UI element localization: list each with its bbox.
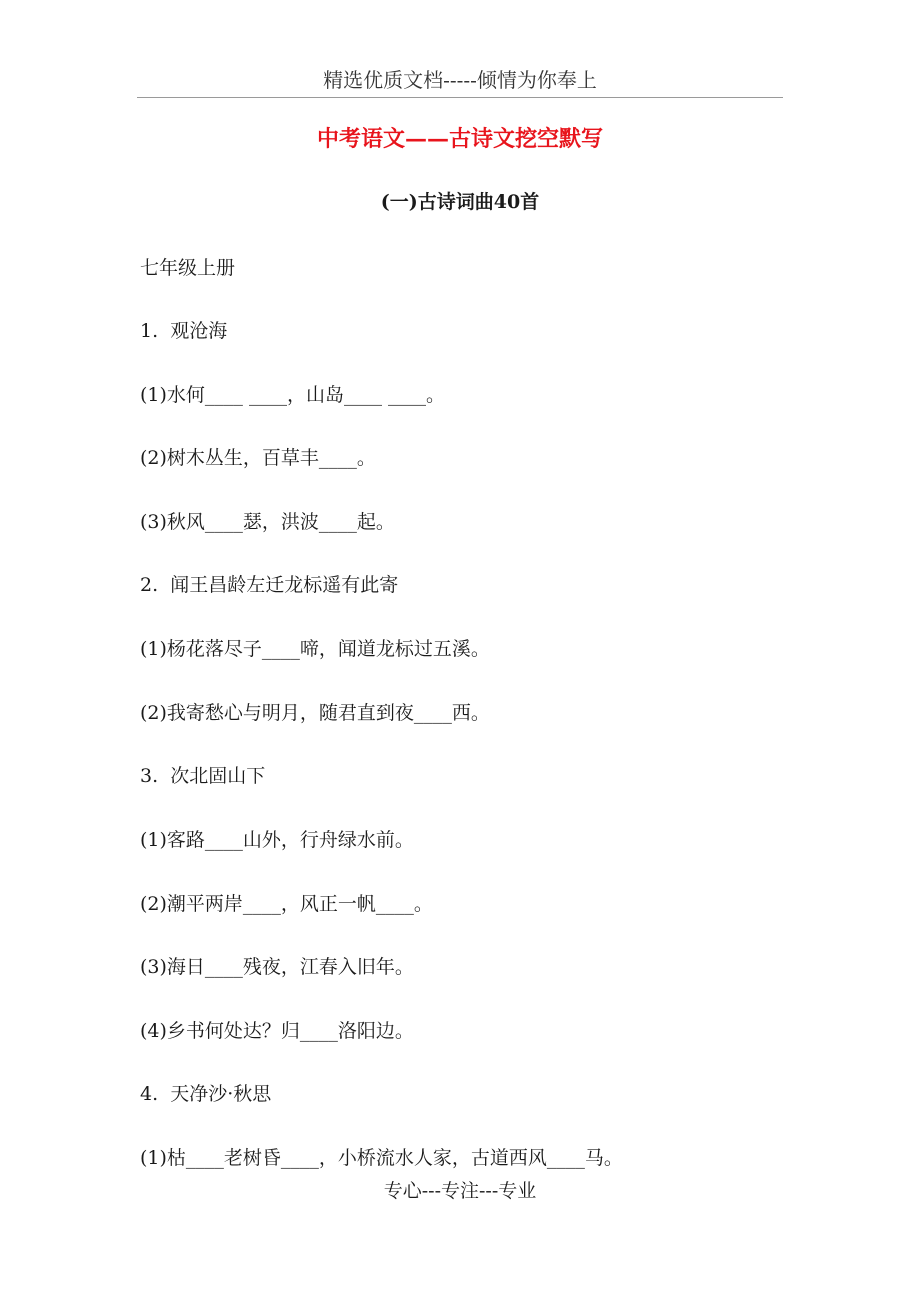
fill-blank-line: (1)枯____老树昏____，小桥流水人家，古道西风____马。	[140, 1147, 623, 1169]
fill-blank-line: (1)客路____山外，行舟绿水前。	[140, 829, 414, 851]
document-title: 中考语文——古诗文挖空默写	[316, 126, 603, 152]
grade-heading: 七年级上册	[140, 257, 236, 279]
section-title: (一)古诗词曲40首	[380, 191, 540, 213]
poem-title: 2. 闻王昌龄左迁龙标遥有此寄	[140, 574, 399, 596]
poem-title: 3. 次北固山下	[140, 765, 266, 787]
fill-blank-line: (1)水何____ ____，山岛____ ____。	[140, 384, 445, 406]
fill-blank-line: (3)秋风____瑟，洪波____起。	[140, 511, 395, 533]
poem-title: 1. 观沧海	[140, 320, 228, 342]
fill-blank-line: (2)潮平两岸____，风正一帆____。	[140, 893, 433, 915]
fill-blank-line: (2)我寄愁心与明月，随君直到夜____西。	[140, 702, 490, 724]
header-divider	[137, 97, 783, 98]
fill-blank-line: (4)乡书何处达？归____洛阳边。	[140, 1020, 414, 1042]
fill-blank-line: (3)海日____残夜，江春入旧年。	[140, 956, 414, 978]
fill-blank-line: (2)树木丛生，百草丰____。	[140, 447, 376, 469]
poem-title: 4. 天净沙·秋思	[140, 1083, 272, 1105]
page-footer: 专心---专注---专业	[383, 1180, 537, 1202]
fill-blank-line: (1)杨花落尽子____啼，闻道龙标过五溪。	[140, 638, 490, 660]
page-header: 精选优质文档-----倾情为你奉上	[323, 68, 597, 92]
